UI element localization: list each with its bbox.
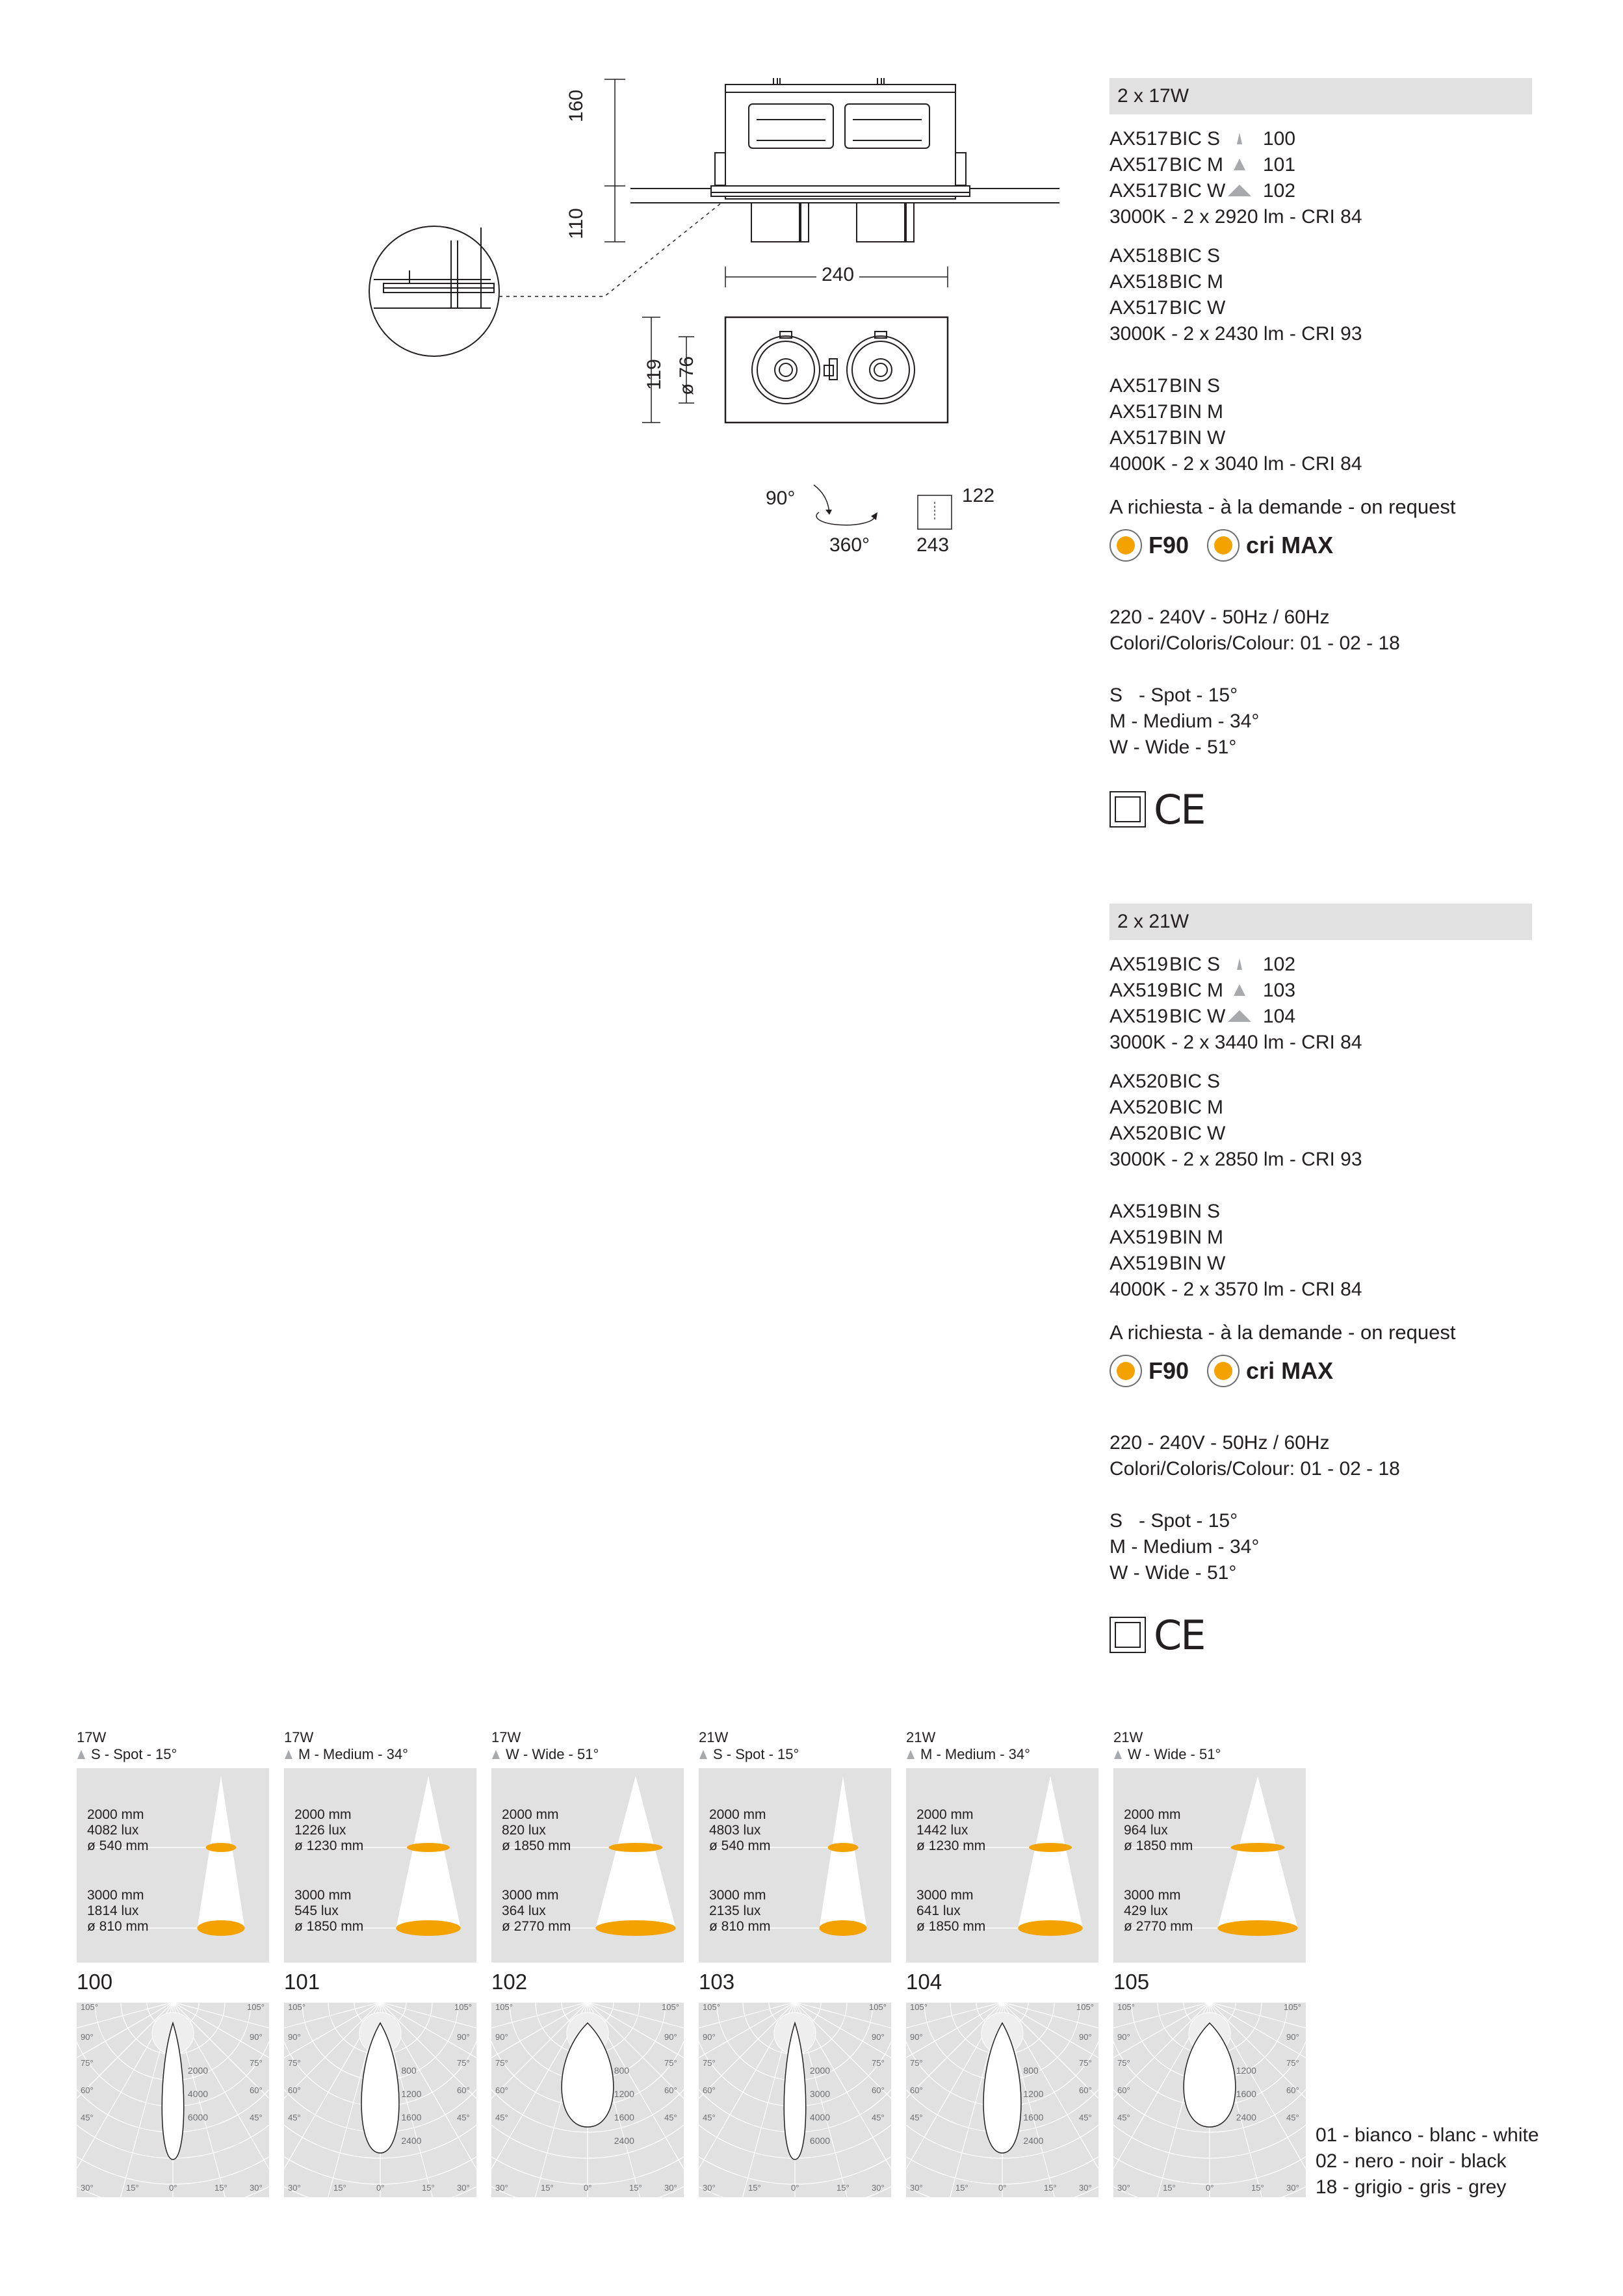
polar-diagram	[77, 2002, 269, 2197]
card-power: 17W	[284, 1729, 314, 1745]
variant-row: AX517BIN W	[1110, 427, 1226, 449]
cri-max-icon	[1207, 1355, 1240, 1387]
polar-intensity-label: 3000	[809, 2089, 831, 2099]
polar-angle-label: 75°	[872, 2058, 885, 2068]
polar-angle-label: 90°	[1286, 2032, 1299, 2042]
dist-1: 2000 mm	[502, 1807, 559, 1822]
dist-1: 2000 mm	[1124, 1807, 1181, 1822]
variant-row: AX520BIC W	[1110, 1123, 1226, 1144]
polar-angle-label: 105°	[81, 2002, 98, 2012]
ce-mark-icon: CE	[1154, 1611, 1205, 1659]
spec-line: 3000K - 2 x 2850 lm - CRI 93	[1110, 1149, 1362, 1170]
spec-line: 3000K - 2 x 2920 lm - CRI 84	[1110, 206, 1362, 228]
variant-row: AX519BIN S	[1110, 1201, 1221, 1222]
polar-angle-label: 45°	[664, 2113, 677, 2122]
double-insulation-icon	[1110, 791, 1146, 828]
beam-wide: W - Wide - 51°	[1110, 737, 1237, 758]
polar-angle-label: 30°	[910, 2183, 923, 2193]
diam-2: ø 2770 mm	[502, 1919, 571, 1934]
polar-diagram	[491, 2002, 684, 2197]
polar-angle-label: 60°	[288, 2085, 301, 2095]
polar-angle-label: 60°	[1117, 2085, 1130, 2095]
polar-intensity-label: 1200	[1023, 2089, 1044, 2099]
dist-1: 2000 mm	[916, 1807, 974, 1822]
polar-intensity-label: 1200	[401, 2089, 422, 2099]
variant-row: AX517BIN S	[1110, 375, 1221, 397]
card-code: 105	[1113, 1970, 1150, 1994]
polar-intensity-label: 1600	[401, 2112, 422, 2122]
spec-line: 4000K - 2 x 3040 lm - CRI 84	[1110, 453, 1362, 475]
polar-angle-label: 60°	[457, 2085, 470, 2095]
polar-intensity-label: 2400	[1023, 2135, 1044, 2146]
polar-angle-label: 60°	[664, 2085, 677, 2095]
beam-cone-panel	[491, 1768, 684, 1963]
polar-angle-label: 15°	[748, 2183, 761, 2193]
polar-angle-label: 0°	[1206, 2183, 1214, 2193]
dim-width: 240	[816, 264, 859, 286]
card-power: 17W	[491, 1729, 521, 1745]
polar-intensity-label: 2000	[809, 2065, 831, 2076]
polar-angle-label: 30°	[495, 2183, 508, 2193]
polar-angle-label: 45°	[1286, 2113, 1299, 2122]
diam-2: ø 810 mm	[709, 1919, 771, 1934]
beam-cone-panel	[906, 1768, 1098, 1963]
f90-icon	[1110, 529, 1142, 562]
card-beam: S - Spot - 15°	[77, 1746, 269, 1763]
dist-2: 3000 mm	[1124, 1888, 1181, 1903]
fixture-drawing-svg	[325, 65, 1059, 572]
lux-1: 4082 lux	[87, 1823, 139, 1838]
variant-row: AX518BIC S	[1110, 245, 1221, 267]
polar-intensity-label: 6000	[809, 2135, 831, 2146]
polar-intensity-label: 1600	[614, 2112, 634, 2122]
beam-medium: M - Medium - 34°	[1110, 711, 1260, 732]
light-spot	[1231, 1843, 1285, 1852]
light-spot	[820, 1920, 867, 1936]
dim-cut-height: 243	[916, 534, 950, 556]
polar-angle-label: 90°	[288, 2032, 301, 2042]
polar-angle-label: 90°	[250, 2032, 263, 2042]
variant-row: AX519BIN M	[1110, 1227, 1223, 1248]
beam-wide: W - Wide - 51°	[1110, 1562, 1237, 1584]
beam-triangle-icon	[1227, 127, 1263, 153]
cri-max-badge: cri MAX	[1207, 529, 1333, 562]
polar-intensity-label: 2400	[614, 2135, 634, 2146]
variant-row: AX517BIC W 102	[1110, 178, 1532, 204]
spec-line: 3000K - 2 x 2430 lm - CRI 93	[1110, 323, 1362, 345]
card-code: 100	[77, 1970, 113, 1994]
card-code: 104	[906, 1970, 942, 1994]
polar-angle-label: 90°	[664, 2032, 677, 2042]
light-spot	[407, 1843, 450, 1852]
dist-1: 2000 mm	[87, 1807, 144, 1822]
polar-angle-label: 105°	[869, 2002, 887, 2012]
dim-height-top: 160	[565, 89, 587, 122]
polar-intensity-label: 800	[1023, 2065, 1039, 2076]
beam-triangle-icon	[284, 1749, 293, 1760]
polar-angle-label: 30°	[1286, 2183, 1299, 2193]
polar-angle-label: 90°	[703, 2032, 716, 2042]
card-code: 101	[284, 1970, 320, 1994]
beam-cone-panel	[77, 1768, 269, 1963]
polar-angle-label: 105°	[1117, 2002, 1135, 2012]
diam-1: ø 1850 mm	[1124, 1838, 1193, 1853]
card-code: 103	[699, 1970, 735, 1994]
spec-block-21w	[1110, 904, 1532, 1658]
double-insulation-icon	[1110, 1617, 1146, 1653]
polar-angle-label: 105°	[662, 2002, 679, 2012]
lux-1: 964 lux	[1124, 1823, 1168, 1838]
light-spot	[1217, 1920, 1297, 1936]
polar-intensity-label: 4000	[809, 2112, 831, 2122]
beam-cone-panel	[284, 1768, 476, 1963]
light-spot	[595, 1920, 675, 1936]
lux-1: 1442 lux	[916, 1823, 968, 1838]
light-spot	[206, 1843, 237, 1852]
polar-angle-label: 45°	[1079, 2113, 1092, 2122]
polar-angle-label: 105°	[495, 2002, 513, 2012]
polar-angle-label: 60°	[1079, 2085, 1092, 2095]
variant-row: AX517BIC S 100	[1110, 126, 1532, 152]
beam-spot: S - Spot - 15°	[1110, 685, 1238, 706]
photometric-card	[284, 1729, 476, 2193]
polar-angle-label: 60°	[1286, 2085, 1299, 2095]
beam-triangle-icon	[491, 1749, 500, 1760]
card-beam: W - Wide - 51°	[1113, 1746, 1306, 1763]
card-power: 21W	[906, 1729, 936, 1745]
beam-triangle-icon	[1227, 153, 1263, 179]
polar-angle-label: 75°	[703, 2058, 716, 2068]
polar-angle-label: 30°	[1079, 2183, 1092, 2193]
certifications	[1110, 1612, 1532, 1658]
lux-1: 1226 lux	[294, 1823, 346, 1838]
polar-diagram	[699, 2002, 891, 2197]
polar-angle-label: 45°	[457, 2113, 470, 2122]
ce-mark-icon: CE	[1154, 785, 1205, 833]
variant-row: AX519BIC W 104	[1110, 1004, 1532, 1030]
polar-angle-label: 30°	[664, 2183, 677, 2193]
beam-cone-panel	[1113, 1768, 1306, 1963]
polar-intensity-label: 1200	[614, 2089, 634, 2099]
on-request-label: A richiesta - à la demande - on request	[1110, 495, 1456, 518]
voltage: 220 - 240V - 50Hz / 60Hz	[1110, 607, 1330, 628]
polar-angle-label: 15°	[333, 2183, 346, 2193]
diam-1: ø 540 mm	[87, 1838, 149, 1853]
lux-2: 429 lux	[1124, 1903, 1168, 1918]
card-beam: M - Medium - 34°	[906, 1746, 1098, 1763]
polar-angle-label: 0°	[376, 2183, 385, 2193]
polar-intensity-label: 2000	[187, 2065, 209, 2076]
polar-angle-label: 75°	[495, 2058, 508, 2068]
polar-intensity-label: 800	[614, 2065, 630, 2076]
beam-triangle-icon	[906, 1749, 915, 1760]
spec-header: 2 x 17W	[1110, 78, 1532, 114]
diam-2: ø 810 mm	[87, 1919, 149, 1934]
beam-triangle-icon	[1227, 952, 1263, 978]
photometric-card	[77, 1729, 269, 2193]
diam-2: ø 2770 mm	[1124, 1919, 1193, 1934]
beam-triangle-icon	[1227, 179, 1263, 205]
cri-max-badge: cri MAX	[1207, 1355, 1333, 1387]
lux-1: 4803 lux	[709, 1823, 761, 1838]
polar-intensity-label: 2400	[401, 2135, 422, 2146]
photometric-card	[906, 1729, 1098, 2193]
dist-2: 3000 mm	[916, 1888, 974, 1903]
polar-angle-label: 105°	[1284, 2002, 1301, 2012]
lux-2: 641 lux	[916, 1903, 961, 1918]
light-spot	[609, 1843, 663, 1852]
beam-triangle-icon	[1113, 1749, 1123, 1760]
photometric-card	[491, 1729, 684, 2193]
spec-block-17w	[1110, 78, 1532, 832]
polar-angle-label: 0°	[169, 2183, 177, 2193]
polar-angle-label: 105°	[1076, 2002, 1094, 2012]
polar-angle-label: 30°	[872, 2183, 885, 2193]
polar-angle-label: 45°	[250, 2113, 263, 2122]
on-request-label: A richiesta - à la demande - on request	[1110, 1321, 1456, 1344]
dim-height-bottom: 110	[565, 208, 587, 239]
photometric-card	[1113, 1729, 1306, 2193]
polar-angle-label: 30°	[250, 2183, 263, 2193]
variant-row: AX517BIN M	[1110, 401, 1223, 423]
diam-1: ø 1850 mm	[502, 1838, 571, 1853]
polar-angle-label: 75°	[1286, 2058, 1299, 2068]
spec-header: 2 x 21W	[1110, 904, 1532, 940]
diam-1: ø 540 mm	[709, 1838, 771, 1853]
polar-angle-label: 90°	[1117, 2032, 1130, 2042]
polar-angle-label: 0°	[791, 2183, 799, 2193]
card-beam: M - Medium - 34°	[284, 1746, 476, 1763]
spec-line: 4000K - 2 x 3570 lm - CRI 84	[1110, 1279, 1362, 1300]
certifications	[1110, 787, 1532, 832]
polar-angle-label: 30°	[1117, 2183, 1130, 2193]
polar-angle-label: 75°	[664, 2058, 677, 2068]
polar-angle-label: 105°	[910, 2002, 928, 2012]
polar-angle-label: 60°	[81, 2085, 94, 2095]
polar-angle-label: 75°	[910, 2058, 923, 2068]
light-spot	[198, 1920, 245, 1936]
f90-icon	[1110, 1355, 1142, 1387]
photometric-card	[699, 1729, 891, 2193]
polar-angle-label: 90°	[910, 2032, 923, 2042]
f90-badge: F90	[1110, 1355, 1189, 1387]
beam-triangle-icon	[77, 1749, 86, 1760]
polar-angle-label: 90°	[495, 2032, 508, 2042]
polar-angle-label: 15°	[629, 2183, 642, 2193]
legend-item: 18 - grigio - gris - grey	[1316, 2176, 1507, 2198]
polar-angle-label: 15°	[1251, 2183, 1264, 2193]
polar-angle-label: 30°	[457, 2183, 470, 2193]
variant-row: AX519BIC S 102	[1110, 952, 1532, 978]
dim-rotation: 360°	[829, 534, 870, 556]
beam-medium: M - Medium - 34°	[1110, 1536, 1260, 1558]
polar-angle-label: 45°	[872, 2113, 885, 2122]
voltage: 220 - 240V - 50Hz / 60Hz	[1110, 1432, 1330, 1454]
cri-max-icon	[1207, 529, 1240, 562]
polar-angle-label: 15°	[837, 2183, 850, 2193]
polar-angle-label: 60°	[495, 2085, 508, 2095]
dim-tilt: 90°	[766, 488, 796, 509]
variant-row: AX520BIC M	[1110, 1097, 1223, 1118]
lux-1: 820 lux	[502, 1823, 546, 1838]
polar-diagram	[906, 2002, 1098, 2197]
polar-intensity-label: 800	[401, 2065, 417, 2076]
polar-angle-label: 45°	[1117, 2113, 1130, 2122]
polar-angle-label: 0°	[584, 2183, 592, 2193]
variant-row: AX517BIC M 101	[1110, 152, 1532, 178]
f90-badge: F90	[1110, 529, 1189, 562]
dist-2: 3000 mm	[502, 1888, 559, 1903]
polar-angle-label: 75°	[457, 2058, 470, 2068]
diam-1: ø 1230 mm	[916, 1838, 986, 1853]
diam-2: ø 1850 mm	[916, 1919, 986, 1934]
polar-intensity-label: 1600	[1023, 2112, 1044, 2122]
polar-angle-label: 60°	[910, 2085, 923, 2095]
polar-intensity-label: 1200	[1236, 2065, 1256, 2076]
dist-1: 2000 mm	[294, 1807, 352, 1822]
polar-angle-label: 15°	[541, 2183, 554, 2193]
legend-item: 01 - bianco - blanc - white	[1316, 2124, 1539, 2146]
card-power: 21W	[1113, 1729, 1143, 1745]
variant-row: AX517BIC W	[1110, 297, 1226, 319]
card-beam: S - Spot - 15°	[699, 1746, 891, 1763]
polar-angle-label: 90°	[1079, 2032, 1092, 2042]
light-spot	[1018, 1920, 1083, 1936]
polar-angle-label: 45°	[288, 2113, 301, 2122]
dist-2: 3000 mm	[87, 1888, 144, 1903]
diam-2: ø 1850 mm	[294, 1919, 364, 1934]
polar-angle-label: 15°	[1044, 2183, 1057, 2193]
beam-cone-panel	[699, 1768, 891, 1963]
polar-intensity-label: 1600	[1236, 2089, 1256, 2099]
polar-angle-label: 15°	[214, 2183, 227, 2193]
variant-row: AX519BIC M 103	[1110, 978, 1532, 1004]
polar-intensity-label: 4000	[187, 2089, 209, 2099]
beam-triangle-icon	[1227, 978, 1263, 1004]
polar-angle-label: 75°	[81, 2058, 94, 2068]
polar-angle-label: 15°	[126, 2183, 139, 2193]
lux-2: 545 lux	[294, 1903, 339, 1918]
polar-angle-label: 105°	[247, 2002, 265, 2012]
polar-intensity-label: 2400	[1236, 2112, 1256, 2122]
polar-angle-label: 75°	[1117, 2058, 1130, 2068]
technical-drawing	[325, 65, 1059, 572]
diam-1: ø 1230 mm	[294, 1838, 364, 1853]
polar-angle-label: 15°	[1163, 2183, 1176, 2193]
variant-row: AX520BIC S	[1110, 1071, 1221, 1092]
polar-angle-label: 90°	[457, 2032, 470, 2042]
spec-line: 3000K - 2 x 3440 lm - CRI 84	[1110, 1032, 1362, 1053]
polar-angle-label: 45°	[495, 2113, 508, 2122]
beam-spot: S - Spot - 15°	[1110, 1510, 1238, 1532]
polar-angle-label: 60°	[872, 2085, 885, 2095]
colours: Colori/Coloris/Colour: 01 - 02 - 18	[1110, 1458, 1400, 1480]
variant-row: AX519BIN W	[1110, 1253, 1226, 1274]
polar-angle-label: 15°	[422, 2183, 435, 2193]
light-spot	[1029, 1843, 1072, 1852]
lux-2: 364 lux	[502, 1903, 546, 1918]
dim-diameter: ø 76	[676, 356, 697, 395]
dist-1: 2000 mm	[709, 1807, 766, 1822]
light-spot	[828, 1843, 859, 1852]
dist-2: 3000 mm	[709, 1888, 766, 1903]
lux-2: 2135 lux	[709, 1903, 761, 1918]
variant-row: AX518BIC M	[1110, 271, 1223, 293]
polar-diagram	[1113, 2002, 1306, 2197]
polar-angle-label: 45°	[81, 2113, 94, 2122]
polar-angle-label: 60°	[250, 2085, 263, 2095]
dim-cut-width: 122	[962, 485, 995, 506]
polar-angle-label: 90°	[81, 2032, 94, 2042]
polar-angle-label: 30°	[288, 2183, 301, 2193]
dim-height-plan: 119	[643, 359, 665, 390]
polar-angle-label: 75°	[288, 2058, 301, 2068]
polar-intensity-label: 6000	[187, 2112, 209, 2122]
polar-angle-label: 30°	[703, 2183, 716, 2193]
light-spot	[396, 1920, 461, 1936]
dist-2: 3000 mm	[294, 1888, 352, 1903]
beam-triangle-icon	[1227, 1004, 1263, 1030]
polar-angle-label: 105°	[288, 2002, 305, 2012]
polar-angle-label: 60°	[703, 2085, 716, 2095]
polar-angle-label: 15°	[955, 2183, 968, 2193]
polar-diagram	[284, 2002, 476, 2197]
lux-2: 1814 lux	[87, 1903, 139, 1918]
polar-angle-label: 90°	[872, 2032, 885, 2042]
polar-angle-label: 30°	[81, 2183, 94, 2193]
polar-angle-label: 45°	[910, 2113, 923, 2122]
card-code: 102	[491, 1970, 528, 1994]
card-power: 17W	[77, 1729, 107, 1745]
polar-angle-label: 105°	[703, 2002, 720, 2012]
colour-legend	[1316, 2122, 1539, 2200]
polar-angle-label: 45°	[703, 2113, 716, 2122]
card-power: 21W	[699, 1729, 729, 1745]
beam-triangle-icon	[699, 1749, 708, 1760]
polar-angle-label: 75°	[250, 2058, 263, 2068]
card-beam: W - Wide - 51°	[491, 1746, 684, 1763]
polar-angle-label: 75°	[1079, 2058, 1092, 2068]
polar-angle-label: 105°	[454, 2002, 472, 2012]
polar-angle-label: 0°	[998, 2183, 1007, 2193]
legend-item: 02 - nero - noir - black	[1316, 2150, 1507, 2172]
colours: Colori/Coloris/Colour: 01 - 02 - 18	[1110, 633, 1400, 654]
